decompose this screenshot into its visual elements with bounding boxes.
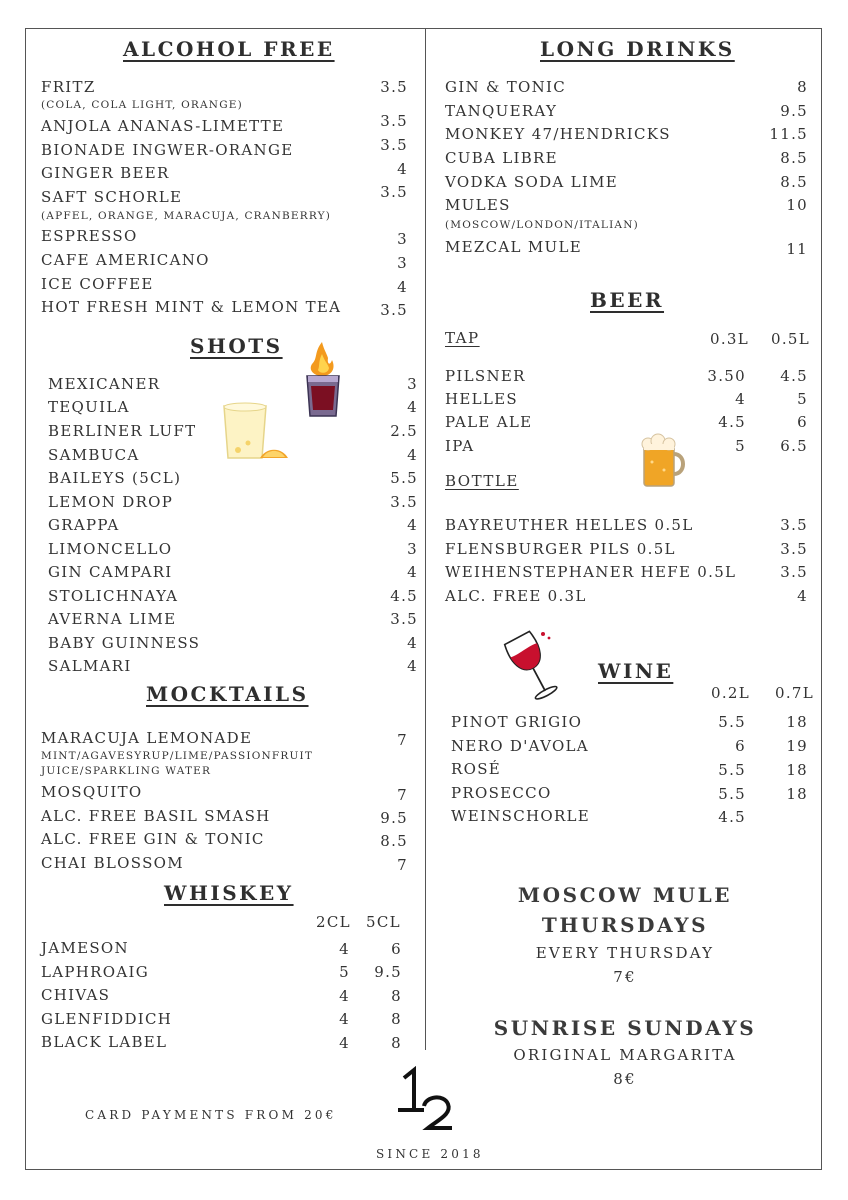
price-02l: 4.5 [718,808,746,826]
promo-moscow-title-2: THURSDAYS [541,913,709,937]
price: 3.5 [390,610,418,628]
price: 11.5 [769,125,808,143]
list-item: TANQUERAY [445,102,558,120]
price-05l: 4.5 [780,367,808,385]
fritz-note: (COLA, COLA LIGHT, ORANGE) [41,99,243,111]
price-5cl: 8 [391,1034,402,1052]
list-item: GLENFIDDICH [41,1010,173,1028]
list-item: ALC. FREE BASIL SMASH [41,807,271,825]
price: 4 [407,563,418,581]
schorle-note: (APFEL, ORANGE, MARACUJA, CRANBERRY) [41,210,332,222]
list-item: IPA [445,437,475,455]
price: 3 [397,254,408,272]
list-item: FRITZ [41,78,96,96]
price: 4 [407,657,418,675]
price-03l: 4 [735,390,746,408]
since-note: SINCE 2018 [376,1147,484,1161]
list-item: NERO D'AVOLA [451,737,589,755]
beer-col-03l: 0.3L [710,330,750,348]
list-item: CUBA LIBRE [445,149,558,167]
whiskey-col-2cl: 2CL [316,913,351,931]
price-03l: 3.50 [707,367,746,385]
long-drinks-title: LONG DRINKS [540,37,735,61]
price: 8.5 [780,173,808,191]
wine-col-07l: 0.7L [775,684,815,702]
list-item: ANJOLA ANANAS-LIMETTE [41,117,285,135]
list-item: MULES [445,196,511,214]
price-07l: 19 [786,737,808,755]
price-5cl: 8 [391,1010,402,1028]
list-item: WEINSCHORLE [451,807,591,825]
list-item: MARACUJA LEMONADE [41,729,253,747]
list-item: LEMON DROP [48,493,174,511]
price: 3.5 [780,563,808,581]
price: 9.5 [780,102,808,120]
list-item: STOLICHNAYA [48,587,179,605]
whiskey-col-5cl: 5CL [366,913,401,931]
list-item: LIMONCELLO [48,540,173,558]
bar-logo [398,1066,456,1134]
beer-title: BEER [590,288,665,312]
price: 8.5 [780,149,808,167]
price-2cl: 4 [339,1010,350,1028]
list-item: PALE ALE [445,413,533,431]
list-item: TEQUILA [48,398,130,416]
promo-sunrise-subtitle: ORIGINAL MARGARITA [513,1046,737,1064]
list-item: BIONADE INGWER-ORANGE [41,141,294,159]
price-2cl: 5 [339,963,350,981]
list-item: GIN CAMPARI [48,563,173,581]
list-item: GRAPPA [48,516,120,534]
beer-mug-icon [638,432,690,490]
price-2cl: 4 [339,940,350,958]
price: 5.5 [390,469,418,487]
price-05l: 6 [797,413,808,431]
list-item: VODKA SODA LIME [445,173,618,191]
list-item: HOT FRESH MINT & LEMON TEA [41,298,342,316]
tap-label: TAP [445,329,480,347]
list-item: ROSÉ [451,760,502,778]
card-payments-note: CARD PAYMENTS FROM 20€ [85,1108,337,1122]
maracuja-note-1: MINT/AGAVESYRUP/LIME/PASSIONFRUIT [41,750,314,762]
promo-moscow-price: 7€ [613,968,637,986]
list-item: LAPHROAIG [41,963,149,981]
list-item: SALMARI [48,657,132,675]
list-item: BABY GUINNESS [48,634,201,652]
list-item: MEXICANER [48,375,161,393]
promo-moscow-subtitle: EVERY THURSDAY [535,944,715,962]
whiskey-title: WHISKEY [164,881,294,905]
price: 4 [407,516,418,534]
maracuja-note-2: JUICE/SPARKLING WATER [41,765,212,777]
price-07l: 18 [786,713,808,731]
price-05l: 5 [797,390,808,408]
price: 7 [397,731,408,749]
mocktails-title: MOCKTAILS [146,682,309,706]
list-item: BLACK LABEL [41,1033,168,1051]
list-item: CHAI BLOSSOM [41,854,184,872]
shots-title: SHOTS [190,334,283,358]
price-03l: 5 [735,437,746,455]
price-07l: 18 [786,785,808,803]
list-item: BERLINER LUFT [48,422,197,440]
column-divider [425,28,426,1050]
price: 3.5 [380,301,408,319]
price: 3.5 [780,540,808,558]
price-02l: 5.5 [718,785,746,803]
price: 4.5 [390,587,418,605]
price-02l: 5.5 [718,761,746,779]
wine-title: WINE [598,659,674,683]
price: 4 [397,278,408,296]
list-item: PROSECCO [451,784,552,802]
price: 3 [407,540,418,558]
flaming-shot-icon [300,340,346,420]
price: 3.5 [780,516,808,534]
list-item: CAFE AMERICANO [41,251,210,269]
price-02l: 5.5 [718,713,746,731]
price: 3.5 [380,78,408,96]
list-item: HELLES [445,390,518,408]
price-2cl: 4 [339,987,350,1005]
list-item: BAILEYS (5CL) [48,469,182,487]
mules-note: (MOSCOW/LONDON/ITALIAN) [445,219,639,231]
price: 3.5 [380,183,408,201]
price: 11 [786,240,808,258]
list-item: PINOT GRIGIO [451,713,583,731]
price: 3 [397,230,408,248]
list-item: BAYREUTHER HELLES 0.5L [445,516,694,534]
price: 3.5 [380,136,408,154]
price: 8.5 [380,832,408,850]
list-item: MEZCAL MULE [445,238,582,256]
list-item: ICE COFFEE [41,275,154,293]
price: 9.5 [380,809,408,827]
price-03l: 4.5 [718,413,746,431]
price: 2.5 [390,422,418,440]
list-item: JAMESON [41,939,129,957]
list-item: GIN & TONIC [445,78,567,96]
price-5cl: 9.5 [374,963,402,981]
price: 4 [407,398,418,416]
price: 4 [407,446,418,464]
price-5cl: 6 [391,940,402,958]
promo-moscow-title-1: MOSCOW MULE [517,883,733,907]
price: 3.5 [380,112,408,130]
list-item: PILSNER [445,367,526,385]
price: 10 [786,196,808,214]
price: 3.5 [390,493,418,511]
price: 4 [407,634,418,652]
price-2cl: 4 [339,1034,350,1052]
list-item: CHIVAS [41,986,111,1004]
list-item: MONKEY 47/HENDRICKS [445,125,671,143]
list-item: ALC. FREE GIN & TONIC [41,830,265,848]
bottle-label: BOTTLE [445,472,519,490]
list-item: MOSQUITO [41,783,143,801]
alcohol-free-title: ALCOHOL FREE [123,37,335,61]
price: 7 [397,786,408,804]
wine-glass-icon [497,628,569,706]
beer-col-05l: 0.5L [771,330,811,348]
list-item: FLENSBURGER PILS 0.5L [445,540,676,558]
price-07l: 18 [786,761,808,779]
list-item: WEIHENSTEPHANER HEFE 0.5L [445,563,737,581]
list-item: AVERNA LIME [48,610,177,628]
price: 8 [797,78,808,96]
list-item: ESPRESSO [41,227,138,245]
promo-sunrise-title: SUNRISE SUNDAYS [493,1016,757,1040]
price-05l: 6.5 [780,437,808,455]
list-item: SAMBUCA [48,446,140,464]
price-5cl: 8 [391,987,402,1005]
price: 3 [407,375,418,393]
lemon-drop-icon [220,398,292,470]
price: 4 [397,160,408,178]
list-item: ALC. FREE 0.3L [445,587,587,605]
list-item: SAFT SCHORLE [41,188,183,206]
price: 4 [797,587,808,605]
price-02l: 6 [735,737,746,755]
promo-sunrise-price: 8€ [613,1070,637,1088]
list-item: GINGER BEER [41,164,170,182]
price: 7 [397,856,408,874]
wine-col-02l: 0.2L [711,684,751,702]
